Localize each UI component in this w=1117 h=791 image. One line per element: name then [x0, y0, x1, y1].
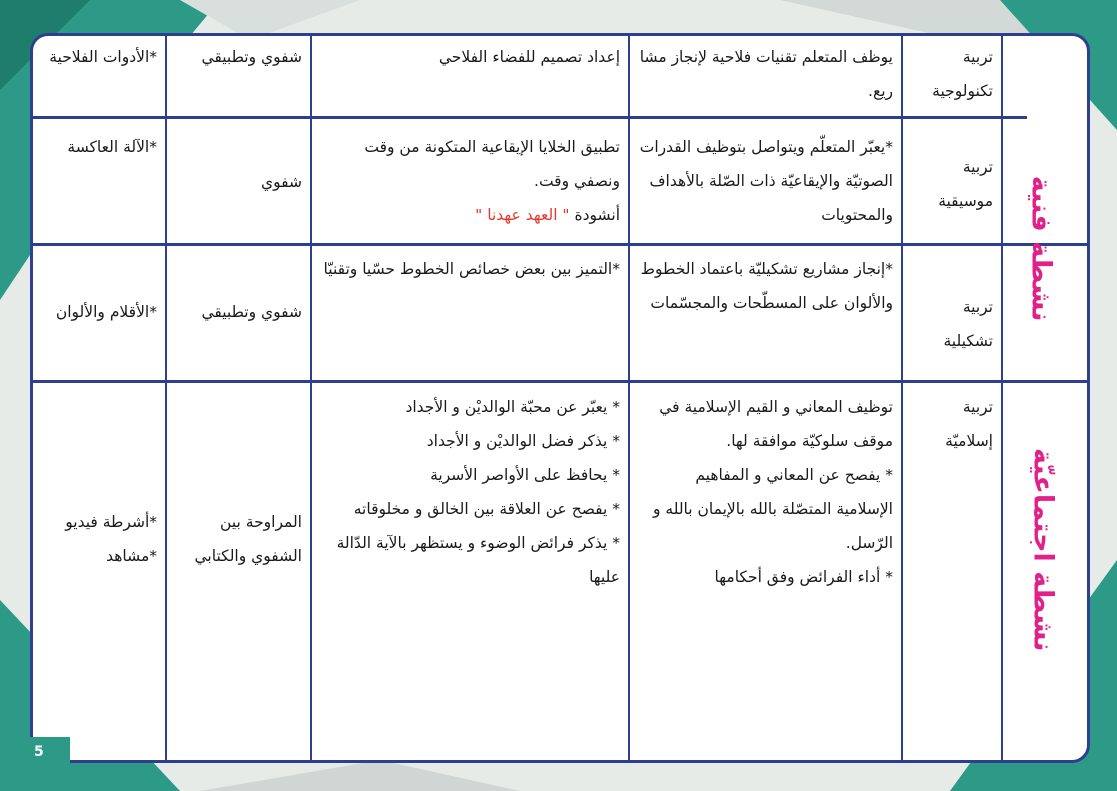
row1-tools: *الأدوات الفلاحية — [49, 48, 157, 66]
row-divider — [33, 116, 1027, 119]
row4-competency-line: توظيف المعاني و القيم الإسلامية في موقف سلوكيّة موافقة لها. — [659, 398, 893, 450]
row3-subject: تربية تشكيلية — [943, 298, 993, 350]
row2-subject: تربية موسيقية — [938, 158, 993, 210]
row4-competency-line: * يفصح عن المعاني و المفاهيم الإسلامية المتصّلة بالله بالإيمان بالله و الرّسل. — [652, 466, 893, 552]
row3-competency: *إنجاز مشاريع تشكيليّة باعتماد الخطوط والألوان على المسطّحات والمجسّمات — [640, 260, 893, 312]
row2-activity — [312, 126, 628, 243]
row-divider — [33, 380, 1087, 383]
row2-mode: شفوي — [261, 173, 302, 191]
row4-tools-line: *مشاهد — [106, 547, 157, 565]
row2-activity-text: تطبيق الخلايا الإيقاعية المتكونة من وقت ونصفي وقت. — [364, 138, 620, 190]
row3-activity: *التميز بين بعض خصائص الخطوط حسّيا وتقنيّا — [323, 260, 620, 278]
page-number: 5 — [20, 737, 70, 767]
row2-song-title: " العهد عهدنا " — [475, 206, 570, 224]
row3-tools: *الأقلام والألوان — [55, 303, 157, 321]
row4-competency-line: * أداء الفرائض وفق أحكامها — [714, 568, 893, 586]
row1-mode: شفوي وتطبيقي — [201, 48, 302, 66]
row4-activity-line: * يفصح عن العلاقة بين الخالق و مخلوقاته — [353, 500, 620, 518]
row4-activity-line: * يذكر فرائض الوضوء و يستظهر بالآية الدّالة عليها — [336, 534, 620, 586]
row4-tools-line: *أشرطة فيديو — [65, 513, 157, 531]
column-divider — [165, 36, 167, 760]
row2-song-prefix: أنشودة — [574, 206, 620, 224]
row1-subject: تربية تكنولوجية — [932, 48, 993, 100]
row4-subject: تربية إسلاميّة — [945, 398, 993, 450]
row4-activity-line: * يعبّر عن محبّة الوالديْن و الأجداد — [405, 398, 620, 416]
row4-activity-line: * يذكر فضل الوالديْن و الأجداد — [426, 432, 620, 450]
row4-activity-line: * يحافظ على الأواصر الأسرية — [430, 466, 620, 484]
row2-competency: *يعبّر المتعلّم ويتواصل بتوظيف القدرات الصوتيّة والإيقاعيّة ذات الصّلة بالأهداف والمحتويات — [639, 138, 893, 224]
row3-mode: شفوي وتطبيقي — [201, 303, 302, 321]
row4-tools — [33, 501, 165, 581]
column-divider — [1001, 36, 1003, 760]
content-panel — [30, 33, 1090, 763]
row-divider — [33, 243, 1087, 246]
row1-competency: يوظف المتعلم تقنيات فلاحية لإنجاز مشا ريع. — [639, 48, 893, 100]
side-label-social: نشطة اجتماعيّة — [1027, 447, 1059, 652]
row2-tools: *الآلة العاكسة — [67, 138, 157, 156]
row4-competency — [630, 386, 901, 646]
row4-mode: المراوحة بين الشفوي والكتابي — [194, 513, 302, 565]
side-label-art: نشطة فنية — [1025, 175, 1057, 322]
row4-activity — [312, 386, 628, 716]
row1-activity: إعداد تصميم للفضاء الفلاحي — [438, 48, 620, 66]
